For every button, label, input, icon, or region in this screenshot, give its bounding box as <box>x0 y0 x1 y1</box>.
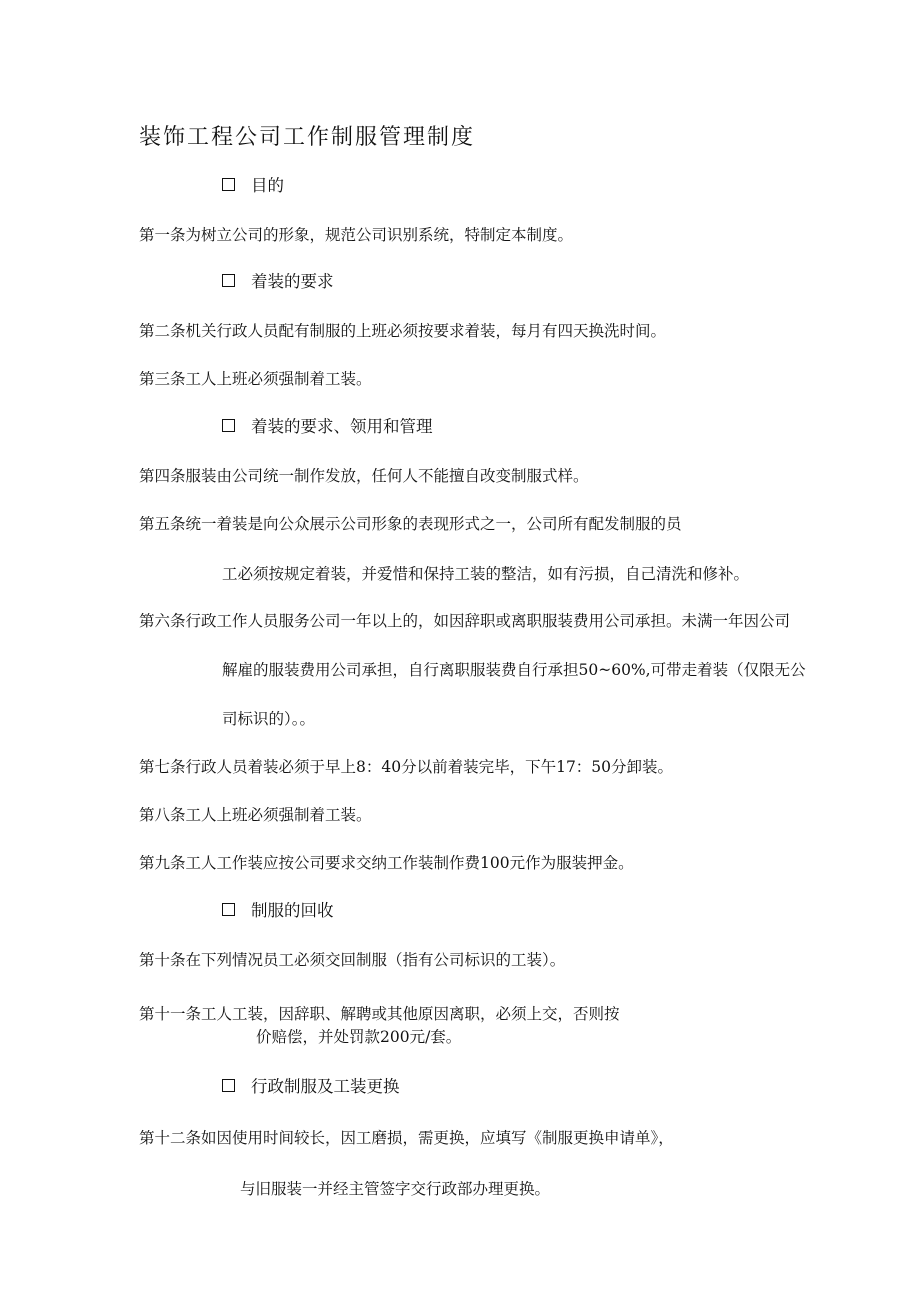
section-heading-uniform-return <box>222 900 334 922</box>
section-heading-label: 制服的回收 <box>251 901 334 920</box>
article-8: 第八条工人上班必须强制着工装。 <box>139 806 372 824</box>
checkbox-square-icon <box>222 274 235 287</box>
section-heading-dress-management <box>222 416 433 438</box>
article-11-line-1: 第十一条工人工装，因辞职、解聘或其他原因离职，必须上交，否则按 <box>139 1005 620 1023</box>
article-12-line-2: 与旧服装一并经主管签字交行政部办理更换。 <box>240 1180 551 1198</box>
article-11-line-2: 价赔偿，并处罚款200元/套。 <box>256 1028 462 1046</box>
article-9: 第九条工人工作装应按公司要求交纳工作装制作费100元作为服装押金。 <box>139 854 634 872</box>
article-6-line-3: 司标识的）。。 <box>222 710 316 728</box>
article-5-line-1: 第五条统一着装是向公众展示公司形象的表现形式之一，公司所有配发制服的员 <box>139 515 682 533</box>
article-12-line-1: 第十二条如因使用时间较长，因工磨损，需更换，应填写《制服更换申请单》， <box>139 1129 674 1147</box>
article-10: 第十条在下列情况员工必须交回制服（指有公司标识的工装）。 <box>139 951 566 969</box>
section-heading-label: 目的 <box>251 176 284 195</box>
article-6-line-1: 第六条行政工作人员服务公司一年以上的，如因辞职或离职服装费用公司承担。未满一年因公司 <box>139 612 791 630</box>
article-2: 第二条机关行政人员配有制服的上班必须按要求着装，每月有四天换洗时间。 <box>139 322 667 340</box>
checkbox-square-icon <box>222 1079 235 1092</box>
section-heading-uniform-replacement <box>222 1076 400 1098</box>
checkbox-square-icon <box>222 419 235 432</box>
article-5-line-2: 工必须按规定着装，并爱惜和保持工装的整洁，如有污损，自己清洗和修补。 <box>222 565 750 583</box>
article-3: 第三条工人上班必须强制着工装。 <box>139 370 372 388</box>
section-heading-label: 着装的要求、领用和管理 <box>251 417 433 436</box>
checkbox-square-icon <box>222 178 235 191</box>
article-4: 第四条服装由公司统一制作发放，任何人不能擅自改变制服式样。 <box>139 467 589 485</box>
article-1: 第一条为树立公司的形象，规范公司识别系统，特制定本制度。 <box>139 226 574 244</box>
section-heading-label: 行政制服及工装更换 <box>251 1077 400 1096</box>
section-heading-label: 着装的要求 <box>251 272 334 291</box>
article-7: 第七条行政人员着装必须于早上8：40分以前着装完毕，下午17：50分卸装。 <box>139 758 674 776</box>
checkbox-square-icon <box>222 903 235 916</box>
section-heading-dress-requirements <box>222 271 334 293</box>
section-heading-purpose <box>222 175 284 197</box>
article-6-line-2: 解雇的服装费用公司承担，自行离职服装费自行承担50~60%,可带走着装（仅限无公 <box>222 661 806 679</box>
document-title: 装饰工程公司工作制服管理制度 <box>139 125 476 150</box>
